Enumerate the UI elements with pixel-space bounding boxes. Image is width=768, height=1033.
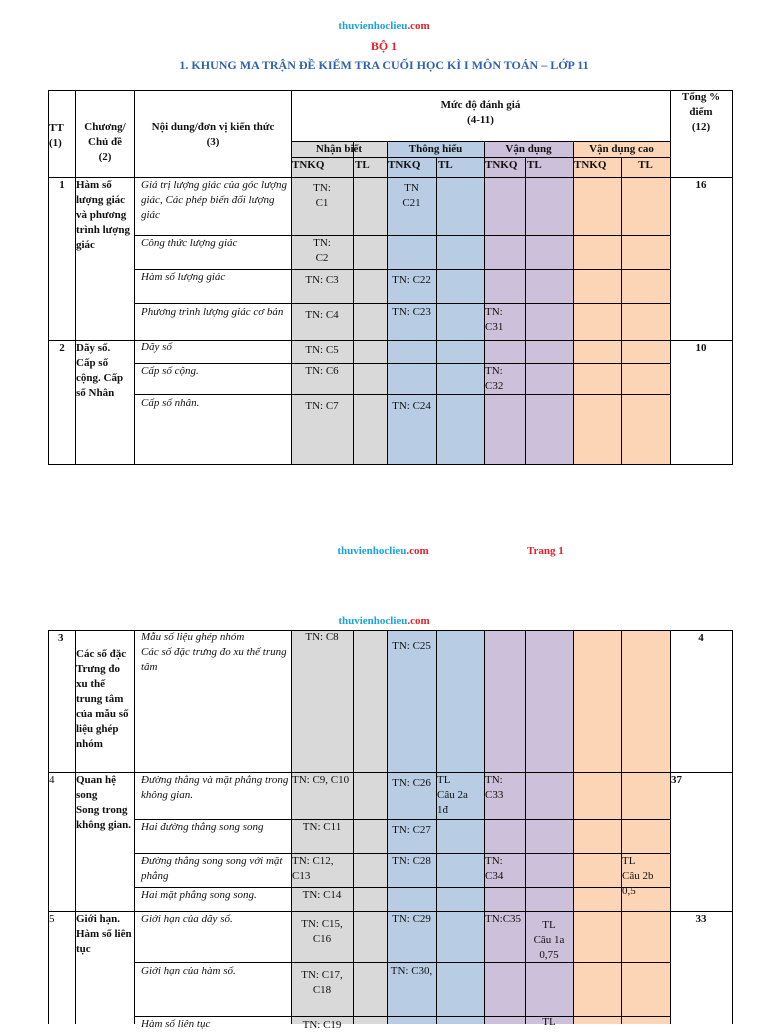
- row1d-vd: TN: C31: [485, 306, 504, 333]
- row5a-content: Giới hạn của dãy số.: [141, 913, 233, 925]
- row1-total: 16: [695, 179, 707, 191]
- row2c-th: TN: C24: [392, 400, 431, 412]
- row2-chapter: Dãy số. Cấp số cộng. Cấp số Nhân: [76, 342, 124, 399]
- row4a-content: Đường thẳng và mặt phẳng trong không gian.: [141, 774, 289, 801]
- row4c-vdc: TL Câu 2b 0,5: [622, 855, 654, 897]
- header-tnkq-1: TNKQ: [292, 159, 325, 171]
- row5a-vd-tl: TL Câu 1a 0,75: [533, 919, 565, 961]
- row5c-nb: TN: C19: [302, 1019, 342, 1031]
- row5a-vd: TN:C35: [485, 913, 522, 925]
- row4b-th: TN: C27: [392, 824, 431, 836]
- header-tnkq-2: TNKQ: [388, 159, 421, 171]
- site-watermark-top: thuvienhoclieu.com: [338, 20, 430, 32]
- header-van-dung-cao: Vận dụng cao: [589, 143, 654, 155]
- row4b-content: Hai đường thẳng song song: [141, 821, 264, 833]
- row3-chapter: Các số đặc Trưng đo xu thế trung tâm của mẫu số liệu ghép nhóm: [76, 648, 129, 750]
- header-tl-4: TL: [638, 159, 653, 171]
- row2b-vd: TN: C32: [485, 365, 504, 392]
- row2-tt: 2: [59, 342, 65, 354]
- row3a-content: Mẫu số liệu ghép nhóm Các số đặc trưng đo xu thế trung tâm: [141, 631, 287, 673]
- row1a-nb: TN: C1: [313, 182, 331, 209]
- row1a-content: Giá trị lượng giác của góc lượng giác, Các phép biến đổi lượng giác: [141, 179, 287, 221]
- row2-total: 10: [695, 342, 707, 354]
- row2a-nb: TN: C5: [305, 344, 339, 356]
- header-van-dung: Vận dụng: [505, 143, 552, 155]
- row5c-vd-tl: TL: [542, 1016, 556, 1028]
- header-total: Tổng % điểm (12): [681, 91, 721, 133]
- row3a-nb: TN: C8: [305, 631, 339, 643]
- row4-chapter: Quan hệ song Song trong không gian.: [76, 774, 132, 831]
- row1a-th: TN C21: [402, 182, 421, 209]
- row1d-th: TN: C23: [392, 306, 431, 318]
- header-tnkq-4: TNKQ: [574, 159, 607, 171]
- row2c-content: Cấp số nhân.: [141, 397, 200, 409]
- row4a-th-tl: TL Câu 2a 1đ: [437, 774, 468, 816]
- row5-total: 33: [695, 913, 707, 925]
- row4-total: 37: [671, 774, 682, 786]
- row3a-th: TN: C25: [392, 640, 431, 652]
- header-tl-2: TL: [438, 159, 453, 171]
- header-thong-hieu: Thông hiểu: [408, 143, 463, 155]
- row4a-vd: TN: C33: [485, 774, 504, 801]
- row2b-nb: TN: C6: [305, 365, 339, 377]
- row5-tt: 5: [49, 913, 55, 925]
- site-watermark-page2: thuvienhoclieu.com: [338, 615, 430, 627]
- header-chapter: Chương/ Chủ đề (2): [84, 121, 126, 163]
- row4a-nb: TN: C9, C10: [292, 774, 350, 786]
- row1d-content: Phương trình lượng giác cơ bản: [141, 306, 284, 318]
- row1c-content: Hàm số lượng giác: [141, 271, 226, 283]
- row1b-nb: TN: C2: [313, 237, 331, 264]
- row4a-th: TN: C26: [392, 777, 431, 789]
- row1b-content: Công thức lượng giác: [141, 237, 238, 249]
- document-title: 1. KHUNG MA TRẬN ĐỀ KIỂM TRA CUỐI HỌC KÌ I MÔN TOÁN – LỚP 11: [179, 58, 589, 72]
- header-tl-3: TL: [527, 159, 542, 171]
- row3-tt: 3: [58, 632, 64, 644]
- row5c-content: Hàm số liên tục: [141, 1018, 211, 1030]
- row3-total: 4: [698, 632, 704, 644]
- row4c-vd: TN: C34: [485, 855, 504, 882]
- row4d-content: Hai mặt phẳng song song.: [141, 889, 257, 901]
- header-nhan-biet: Nhận biết: [315, 143, 363, 155]
- header-tl-1: TL: [355, 159, 370, 171]
- row4-tt: 4: [49, 774, 55, 786]
- row4c-nb: TN: C12, C13: [292, 855, 334, 882]
- row4c-content: Đường thẳng song song với mặt phẳng: [141, 855, 283, 882]
- header-content: Nội dung/đơn vị kiến thức (3): [151, 121, 275, 148]
- site-watermark-footer: thuvienhoclieu.com: [337, 545, 429, 557]
- row1-chapter: Hàm số lượng giác và phương trình lượng giác: [76, 179, 130, 251]
- row1c-th: TN: C22: [392, 274, 431, 286]
- row2c-nb: TN: C7: [305, 400, 339, 412]
- row1c-nb: TN: C3: [305, 274, 339, 286]
- row5a-nb: TN: C15, C16: [301, 918, 343, 945]
- row4d-nb: TN: C14: [302, 889, 342, 901]
- header-tnkq-3: TNKQ: [485, 159, 518, 171]
- row2b-content: Cấp số cộng.: [141, 365, 199, 377]
- set-label: BỘ 1: [370, 39, 398, 53]
- row5b-th: TN: C30,: [390, 965, 433, 977]
- row2a-content: Dãy số: [141, 341, 172, 353]
- header-level: Mức độ đánh giá (4-11): [440, 99, 521, 126]
- page-number: Trang 1: [527, 545, 564, 557]
- row1-tt: 1: [59, 179, 65, 191]
- row5-chapter: Giới hạn. Hàm số liên tục: [76, 913, 132, 955]
- row4b-nb: TN: C11: [302, 821, 342, 833]
- row5b-content: Giới hạn của hàm số.: [141, 965, 236, 977]
- row4c-th: TN: C28: [392, 855, 431, 867]
- row5b-nb: TN: C17, C18: [301, 969, 343, 996]
- header-tt: TT (1): [49, 122, 64, 149]
- row5a-th: TN: C29: [392, 913, 431, 925]
- row1d-nb: TN: C4: [305, 309, 339, 321]
